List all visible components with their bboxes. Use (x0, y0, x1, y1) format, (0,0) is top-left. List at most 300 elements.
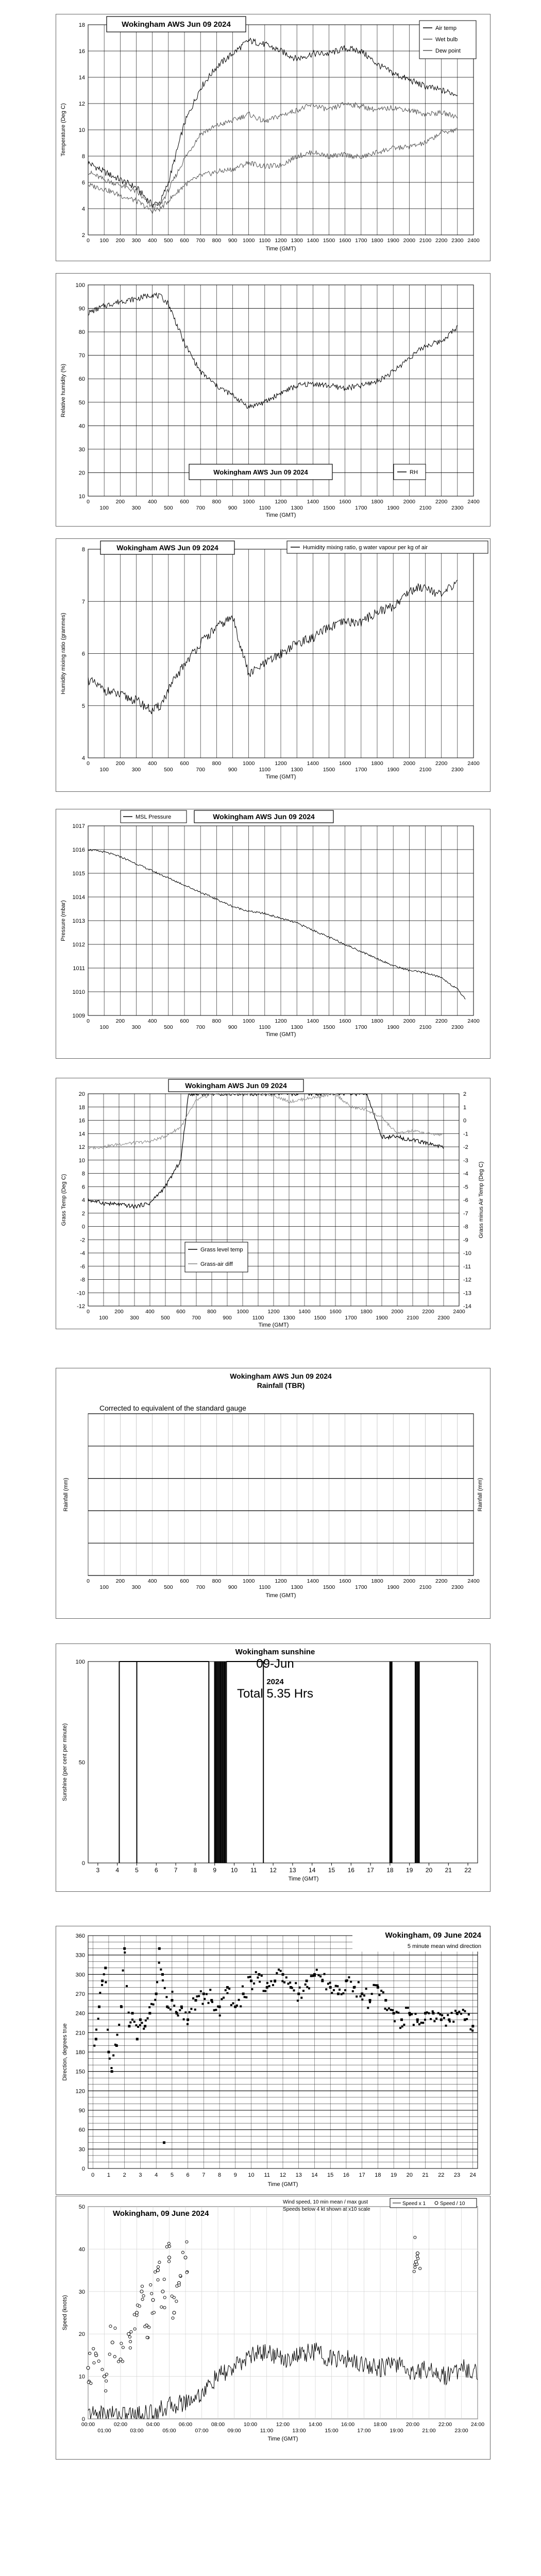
sun-xtick-label: 6 (154, 1867, 158, 1874)
wd-subtitle: 5 minute mean wind direction (407, 1943, 481, 1950)
gt-ytick2-label: -2 (463, 1144, 468, 1150)
wd-point (111, 2070, 113, 2073)
mr-title: Wokingham AWS Jun 09 2024 (116, 544, 218, 552)
wind-speed-chart (56, 2196, 491, 2460)
mr-xtick-label: 800 (212, 760, 222, 767)
wd-point (295, 1982, 297, 1984)
rh-xtick-label: 0 (87, 499, 90, 505)
wd-point (454, 2010, 457, 2012)
gt-ytick-label: -10 (77, 1290, 85, 1297)
ws-xtick-label: 24:00 (470, 2421, 485, 2428)
wd-xtick-label: 15 (327, 2172, 334, 2178)
gt-ytick-label: -6 (80, 1263, 85, 1270)
mr-ytick-label: 7 (81, 599, 85, 605)
sun-xtick-label: 22 (464, 1867, 471, 1874)
wd-point (122, 1970, 124, 1972)
wd-ytick-label: 240 (75, 2010, 85, 2017)
gt-ytick2-label: 2 (463, 1091, 467, 1097)
mixing-ratio-chart (56, 538, 491, 792)
wd-point (373, 1984, 375, 1986)
mr-xtick-label: 1800 (371, 760, 383, 767)
temp-ylabel: Temperature (Deg C) (60, 103, 66, 157)
wd-point (153, 2004, 155, 2006)
temp-ytick-label: 10 (78, 127, 85, 133)
ws-xtick-label: 23:00 (454, 2428, 468, 2434)
sun-date: 09-Jun (256, 1657, 294, 1671)
wd-point (280, 1970, 282, 1972)
wd-point (407, 2007, 409, 2009)
sun-xtick-label: 12 (269, 1867, 277, 1874)
wd-point (189, 2011, 191, 2013)
wd-point (312, 1975, 314, 1977)
rain-xtick-label: 2400 (467, 1578, 480, 1584)
wd-point (382, 1991, 384, 1993)
wd-point (336, 1985, 339, 1987)
ws-xtick-label: 10:00 (243, 2421, 258, 2428)
wd-point (165, 1996, 167, 1998)
gt-ytick2-label: -5 (463, 1184, 468, 1191)
gt-xtick-label: 300 (130, 1315, 139, 1321)
wd-point (451, 2012, 453, 2014)
rain-ylabel: Rainfall (mm) (63, 1478, 69, 1512)
gt-ytick2-label: 0 (463, 1117, 467, 1124)
gt-ytick-label: 14 (78, 1131, 85, 1138)
gt-xtick-label: 1200 (267, 1309, 280, 1315)
gt-legend-item-label: Grass level temp (200, 1247, 243, 1253)
rh-xtick-label: 500 (164, 505, 173, 511)
gt-ylabel2: Grass minus Air Temp (Deg C) (478, 1161, 484, 1239)
wd-point (390, 2009, 392, 2011)
wd-point (154, 1999, 156, 2001)
mr-xtick-label: 1700 (355, 767, 367, 773)
rh-xtick-label: 600 (180, 499, 189, 505)
wd-xtick-label: 22 (438, 2172, 445, 2178)
wd-point (144, 2025, 146, 2027)
sun-xlabel: Time (GMT) (288, 1876, 319, 1882)
ws-scaled-point (92, 2347, 95, 2350)
temp-ytick-label: 4 (81, 206, 85, 212)
gt-ytick2-label: -8 (463, 1224, 468, 1230)
sun-xtick-label: 11 (250, 1867, 257, 1874)
ws-xtick-label: 07:00 (195, 2428, 209, 2434)
wd-point (287, 1982, 289, 1985)
gt-ytick2-label: -12 (463, 1277, 471, 1283)
wd-point (124, 1952, 126, 1954)
gt-xtick-label: 1800 (360, 1309, 373, 1315)
ws-xtick-label: 18:00 (373, 2421, 387, 2428)
sun-xtick-label: 17 (367, 1867, 374, 1874)
wd-point (245, 1996, 247, 1998)
temperature-chart-svg (56, 14, 490, 261)
rh-legend-item-label: RH (410, 469, 418, 476)
wd-point (447, 2014, 449, 2016)
ws-scaled-point (157, 2265, 159, 2268)
gt-title: Wokingham AWS Jun 09 2024 (185, 1081, 287, 1090)
wd-point (397, 2012, 399, 2014)
wd-point (388, 2007, 390, 2009)
ws-scaled-point (130, 2330, 132, 2333)
gt-ytick2-label: -13 (463, 1290, 471, 1297)
wd-point (413, 2024, 415, 2026)
ws-scaled-point (128, 2335, 131, 2338)
temp-xtick-label: 2200 (435, 238, 448, 244)
gt-ytick2-label: -11 (463, 1263, 471, 1270)
wd-point (175, 2011, 177, 2013)
ws-scaled-point (167, 2242, 170, 2245)
sun-xtick-label: 18 (386, 1867, 394, 1874)
wd-xtick-label: 13 (295, 2172, 302, 2178)
pr-ytick-label: 1015 (72, 871, 85, 877)
ws-xtick-label: 11:00 (260, 2428, 274, 2434)
rain-xtick-label: 200 (115, 1578, 125, 1584)
ws-xtick-label: 03:00 (130, 2428, 144, 2434)
temp-xtick-label: 500 (164, 238, 173, 244)
ws-scaled-point (153, 2311, 155, 2314)
wd-point (103, 1973, 105, 1975)
wd-xtick-label: 17 (359, 2172, 365, 2178)
ws-xtick-label: 12:00 (276, 2421, 290, 2428)
ws-scaled-point (181, 2251, 184, 2253)
gt-xtick-label: 900 (223, 1315, 232, 1321)
wd-point (173, 2005, 175, 2007)
rh-xtick-label: 2200 (435, 499, 448, 505)
wd-point (114, 2044, 116, 2046)
wd-point (464, 2010, 466, 2012)
pr-xtick-label: 1100 (259, 1024, 271, 1030)
wd-point (236, 2005, 238, 2007)
wd-xtick-label: 3 (139, 2172, 142, 2178)
ws-xlabel: Time (GMT) (267, 2436, 298, 2442)
temp-xlabel: Time (GMT) (265, 246, 296, 252)
wd-point (285, 1976, 288, 1978)
ws-scaled-point (129, 2347, 131, 2349)
pr-xtick-label: 2300 (451, 1024, 464, 1030)
ws-scaled-point (414, 2236, 416, 2239)
pr-xtick-label: 300 (131, 1024, 141, 1030)
ws-scaled-point (144, 2325, 146, 2328)
gt-ytick-label: 16 (78, 1117, 85, 1124)
ws-xtick-label: 17:00 (357, 2428, 371, 2434)
wd-point (101, 1979, 104, 1982)
wd-point (107, 2029, 109, 2031)
wd-point (420, 2022, 422, 2024)
wd-point (302, 1990, 305, 1992)
wd-ytick-label: 0 (81, 2166, 85, 2172)
wd-point (426, 2011, 428, 2013)
rh-ytick-label: 40 (78, 423, 85, 430)
wd-point (155, 1993, 158, 1995)
wd-point (337, 1993, 340, 1995)
mr-xtick-label: 100 (99, 767, 109, 773)
gt-xtick-label: 0 (87, 1309, 90, 1315)
gt-ytick2-label: -9 (463, 1237, 468, 1244)
mr-xtick-label: 1100 (259, 767, 271, 773)
rain-xtick-label: 2300 (451, 1584, 464, 1590)
wd-point (136, 2038, 139, 2040)
rain-xtick-label: 700 (196, 1584, 205, 1590)
wd-point (145, 2020, 147, 2022)
rh-xtick-label: 1800 (371, 499, 383, 505)
gt-xtick-label: 1100 (252, 1315, 264, 1321)
rh-ytick-label: 80 (78, 329, 85, 336)
sun-xtick-label: 14 (309, 1867, 316, 1874)
wd-point (170, 2008, 172, 2010)
rain-xtick-label: 500 (164, 1584, 173, 1590)
pr-xtick-label: 1500 (323, 1024, 335, 1030)
ws-scaled-point (105, 2373, 108, 2376)
sun-xtick-label: 5 (135, 1867, 139, 1874)
mr-xtick-label: 2100 (419, 767, 432, 773)
ws-scaled-point (133, 2328, 136, 2330)
rh-xlabel: Time (GMT) (265, 512, 296, 518)
pr-ytick-label: 1013 (72, 918, 85, 924)
rain-subtitle: Rainfall (TBR) (257, 1381, 305, 1389)
rh-ytick-label: 100 (75, 282, 85, 289)
mr-xtick-label: 300 (131, 767, 141, 773)
ws-scaled-point (163, 2306, 166, 2309)
ws-xtick-label: 02:00 (113, 2421, 128, 2428)
ws-scaled-point (416, 2263, 418, 2265)
rain-xtick-label: 1700 (355, 1584, 367, 1590)
wd-point (401, 2025, 403, 2027)
ws-scaled-point (178, 2284, 180, 2286)
rain-xtick-label: 600 (180, 1578, 189, 1584)
wd-point (215, 2009, 217, 2011)
ws-scaled-point (151, 2298, 155, 2301)
wd-xtick-label: 6 (186, 2172, 190, 2178)
pr-xtick-label: 1600 (339, 1018, 351, 1024)
sunshine-chart (56, 1643, 491, 1892)
wd-point (95, 2038, 97, 2040)
gt-ytick-label: -4 (80, 1250, 85, 1257)
gt-xtick-label: 700 (192, 1315, 201, 1321)
mr-xtick-label: 400 (147, 760, 157, 767)
ws-scaled-point (175, 2300, 178, 2302)
wd-point (255, 1971, 257, 1973)
wd-ytick-label: 120 (75, 2088, 85, 2095)
rh-ytick-label: 70 (78, 352, 85, 359)
pr-xtick-label: 1800 (371, 1018, 383, 1024)
ws-scaled-point (148, 2326, 150, 2329)
wd-point (411, 2013, 413, 2015)
wd-point (126, 1985, 128, 1987)
rain-xtick-label: 1800 (371, 1578, 383, 1584)
wd-point (289, 1981, 291, 1984)
ws-scaled-point (160, 2306, 163, 2308)
rain-xtick-label: 300 (131, 1584, 141, 1590)
ws-xtick-label: 00:00 (81, 2421, 95, 2428)
pr-xtick-label: 1700 (355, 1024, 367, 1030)
wd-point (238, 1999, 240, 2001)
gt-ytick-label: 18 (78, 1104, 85, 1111)
wd-point (156, 1981, 158, 1983)
rh-xtick-label: 1400 (307, 499, 319, 505)
wd-point (276, 1972, 278, 1974)
gt-xtick-label: 2300 (437, 1315, 450, 1321)
wd-point (107, 2051, 110, 2054)
mr-xtick-label: 200 (115, 760, 125, 767)
gt-ytick-label: -8 (80, 1277, 85, 1283)
pr-xtick-label: 2200 (435, 1018, 448, 1024)
rh-xtick-label: 2000 (403, 499, 416, 505)
gt-ytick-label: 10 (78, 1157, 85, 1164)
sun-total: Total 5.35 Hrs (236, 1687, 314, 1701)
rh-ytick-label: 20 (78, 470, 85, 477)
wd-point (306, 1986, 308, 1988)
mr-xtick-label: 1600 (339, 760, 351, 767)
ws-xtick-label: 16:00 (341, 2421, 355, 2428)
sun-ytick-label: 100 (75, 1659, 85, 1665)
wd-point (137, 2026, 139, 2028)
wd-ytick-label: 360 (75, 1933, 85, 1939)
rain-xtick-label: 2000 (403, 1578, 416, 1584)
rh-xtick-label: 300 (131, 505, 141, 511)
wd-point (405, 2007, 407, 2009)
wd-point (432, 2010, 434, 2012)
ws-xtick-label: 13:00 (292, 2428, 306, 2434)
wd-point (171, 1999, 173, 2002)
rain-annotation: Corrected to equivalent of the standard gauge (99, 1404, 246, 1412)
wd-point (282, 1973, 284, 1976)
ws-scaled-point (171, 2295, 173, 2297)
wd-point (97, 2018, 99, 2020)
temp-xtick-label: 600 (180, 238, 189, 244)
wd-point (135, 2024, 137, 2026)
wd-point (244, 1996, 246, 1998)
wd-point (297, 1993, 300, 1995)
wd-point (232, 2002, 234, 2004)
wd-point (192, 1997, 194, 1999)
wd-point (363, 1994, 365, 1996)
temp-xtick-label: 1700 (355, 238, 367, 244)
wd-point (433, 2020, 435, 2022)
temp-xtick-label: 1400 (307, 238, 319, 244)
sun-xtick-label: 9 (213, 1867, 217, 1874)
pr-xtick-label: 200 (115, 1018, 125, 1024)
ws-xtick-label: 20:00 (405, 2421, 420, 2428)
rh-title: Wokingham AWS Jun 09 2024 (213, 468, 308, 476)
pr-xtick-label: 2400 (467, 1018, 480, 1024)
wd-point (128, 2025, 130, 2027)
sun-xtick-label: 19 (406, 1867, 413, 1874)
ws-xtick-label: 08:00 (211, 2421, 225, 2428)
wd-ytick-label: 30 (78, 2146, 85, 2153)
wd-point (346, 1979, 348, 1981)
wd-xtick-label: 23 (453, 2172, 461, 2178)
pr-xtick-label: 100 (99, 1024, 109, 1030)
wd-point (341, 1993, 343, 1995)
temp-ytick-label: 2 (81, 232, 85, 239)
wd-point (352, 1990, 354, 1992)
wd-point (327, 1982, 329, 1985)
rain-xtick-label: 1500 (323, 1584, 335, 1590)
ws-scaled-point (129, 2340, 131, 2343)
ws-xtick-label: 09:00 (227, 2428, 241, 2434)
gt-ytick-label: 8 (81, 1171, 85, 1177)
wd-point (194, 2009, 196, 2011)
sun-ytick-label: 0 (81, 1860, 85, 1867)
wd-point (259, 1980, 261, 1982)
wd-point (471, 2025, 474, 2027)
ws-scaled-point (113, 2355, 116, 2358)
wd-point (116, 2033, 119, 2036)
wd-point (384, 1999, 387, 2002)
mr-xtick-label: 600 (180, 760, 189, 767)
wd-point (150, 2003, 153, 2005)
ws-xtick-label: 01:00 (97, 2428, 111, 2434)
gt-ytick-label: -12 (77, 1303, 85, 1310)
wd-point (278, 1969, 280, 1971)
pressure-chart (56, 809, 491, 1059)
gt-xtick-label: 500 (161, 1315, 170, 1321)
wd-point (329, 1986, 332, 1989)
gt-ytick-label: 0 (81, 1224, 85, 1230)
wd-point (177, 2014, 179, 2016)
ws-xtick-label: 05:00 (162, 2428, 176, 2434)
gt-ytick2-label: -4 (463, 1171, 468, 1177)
gt-ytick2-label: -14 (463, 1303, 471, 1310)
ws-scaled-point (173, 2311, 176, 2314)
wd-ytick-label: 300 (75, 1972, 85, 1978)
humidity-chart (56, 273, 491, 527)
temp-xtick-label: 0 (87, 238, 90, 244)
ws-scaled-point (184, 2256, 187, 2259)
ws-ytick-label: 20 (78, 2331, 85, 2338)
rain-xlabel: Time (GMT) (265, 1592, 296, 1599)
mr-ytick-label: 6 (81, 651, 85, 657)
wd-point (350, 1980, 352, 1982)
ws-scaled-point (163, 2296, 166, 2299)
ws-scaled-point (117, 2360, 120, 2363)
wd-point (266, 1982, 268, 1984)
wd-point (158, 1947, 161, 1950)
wd-point (361, 1993, 363, 1995)
wd-point (396, 2011, 398, 2013)
wd-point (458, 2011, 460, 2013)
wd-point (437, 2012, 439, 2014)
wd-point (291, 1987, 293, 1989)
wd-point (183, 2019, 185, 2021)
pr-ytick-label: 1011 (73, 965, 85, 972)
temp-xtick-label: 1200 (275, 238, 287, 244)
wd-xtick-label: 11 (264, 2172, 270, 2178)
pr-title: Wokingham AWS Jun 09 2024 (213, 812, 315, 821)
wd-point (163, 2141, 165, 2144)
ws-scaled-point (168, 2256, 171, 2259)
wd-point (128, 2011, 130, 2013)
wd-point (123, 1947, 126, 1950)
gt-legend-item-label: Grass-air diff (200, 1261, 233, 1267)
rain-xtick-label: 1000 (242, 1578, 255, 1584)
wd-point (179, 2009, 181, 2011)
wd-point (392, 2009, 394, 2011)
gt-ytick-label: 6 (81, 1184, 85, 1191)
wd-point (445, 2025, 447, 2027)
wd-point (118, 2024, 120, 2026)
pr-xtick-label: 2100 (419, 1024, 432, 1030)
mixing-ratio-chart-svg (56, 539, 490, 791)
ws-scaled-point (101, 2368, 104, 2371)
rh-xtick-label: 1500 (323, 505, 335, 511)
ws-scaled-point (146, 2336, 148, 2338)
wd-point (452, 2021, 454, 2023)
ws-ytick-label: 30 (78, 2289, 85, 2295)
ws-scaled-point (165, 2245, 168, 2248)
gt-xtick-label: 600 (176, 1309, 185, 1315)
temperature-chart (56, 14, 491, 261)
ws-xtick-label: 04:00 (146, 2421, 160, 2428)
wd-point (393, 2012, 395, 2014)
